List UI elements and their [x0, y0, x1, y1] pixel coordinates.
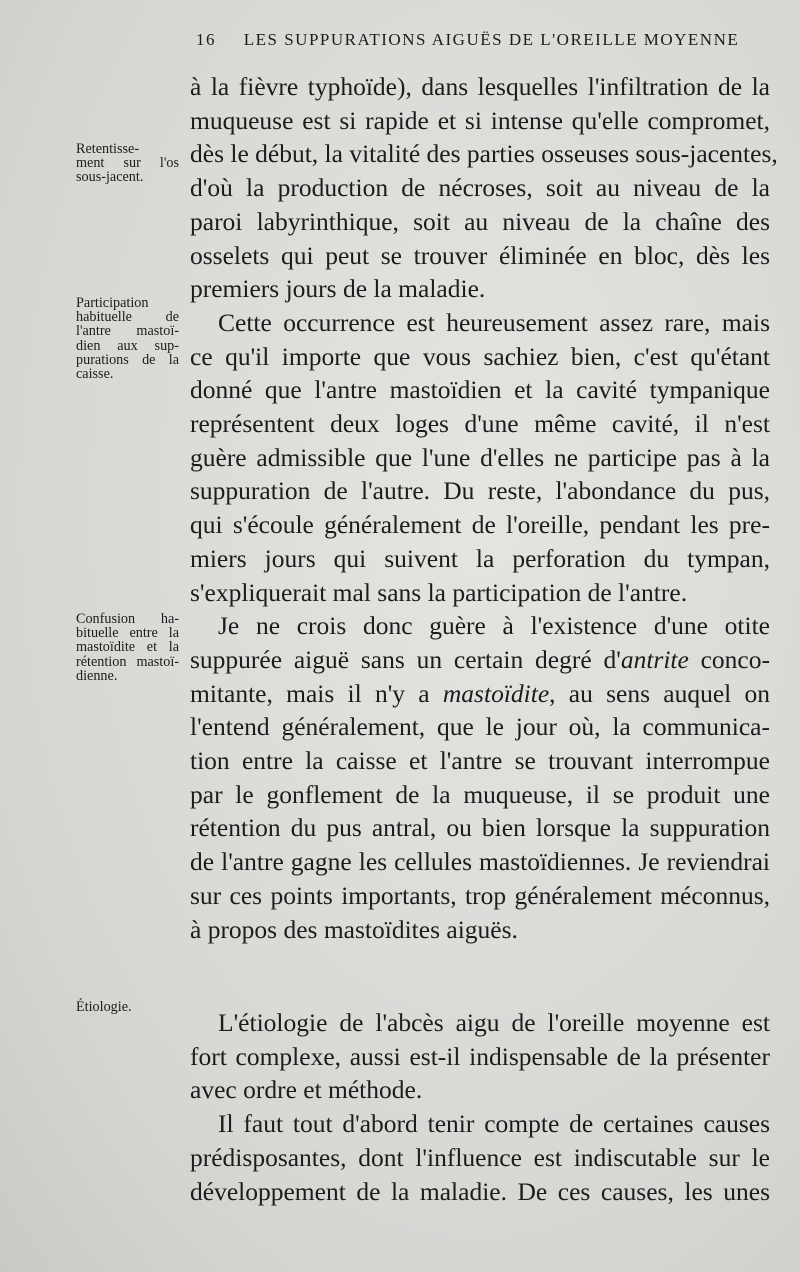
main-text-block-etiologie — [190, 1006, 770, 1208]
text-line: Il faut tout d'abord tenir compte de certaines causes — [218, 1109, 770, 1139]
margin-note-line: sous-jacent. — [76, 169, 144, 186]
margin-note-line: rétention mastoï- — [76, 653, 179, 670]
text-line: avec ordre et méthode. — [190, 1075, 423, 1105]
running-header — [196, 30, 740, 50]
text-line: à la fièvre typhoïde), dans lesquelles l'infiltration de la — [190, 72, 770, 101]
text-run: conco- — [688, 644, 770, 674]
margin-note-participation — [76, 296, 179, 381]
paragraph-1 — [190, 70, 778, 306]
text-line: paroi labyrinthique, soit au niveau de la chaîne des — [190, 206, 770, 236]
paragraph-5 — [190, 1107, 770, 1208]
margin-note-line: purations de la — [76, 351, 179, 368]
text-line: ce qu'il importe que vous sachiez bien, c'est qu'étant — [190, 341, 770, 371]
text-line: fort complexe, aussi est-il indispensable de la présenter — [190, 1041, 770, 1071]
text-line: miers jours qui suivent la perforation du tympan, — [190, 543, 770, 573]
text-line: dès le début, la vitalité des parties osseuses sous-jacentes, — [190, 139, 778, 169]
text-line: prédisposantes, dont l'influence est indiscutable sur le — [190, 1142, 770, 1172]
paragraph-3 — [190, 609, 770, 946]
margin-note-line: ment sur l'os — [76, 155, 179, 172]
text-line — [190, 643, 770, 677]
text-line: Cette occurrence est heureusement assez rare, mais — [218, 307, 770, 337]
margin-note-line: Retentisse- — [76, 141, 140, 157]
text-run: , au sens auquel on — [549, 678, 770, 708]
margin-note-line: bituelle entre la — [76, 625, 179, 642]
text-line: tion entre la caisse et l'antre se trouvant interrompue — [190, 746, 770, 776]
text-line — [190, 677, 770, 711]
margin-note-retentissement — [76, 142, 179, 185]
text-line: premiers jours de la maladie. — [190, 274, 486, 304]
margin-note-line: habituelle de — [76, 309, 179, 326]
margin-note-line: dien aux sup- — [76, 337, 179, 354]
text-run: mitante, mais il n'y a — [190, 678, 443, 708]
italic-term-antrite: antrite — [620, 644, 689, 674]
text-line: Je ne crois donc guère à l'existence d'une otite — [218, 611, 770, 641]
text-line: donné que l'antre mastoïdien et la cavité tympanique — [190, 375, 770, 405]
text-line: l'entend généralement, que le jour où, la communica- — [190, 712, 770, 742]
margin-note-confusion — [76, 612, 179, 683]
text-line: sur ces points importants, trop généralement méconnus, — [190, 880, 770, 910]
main-text-block — [190, 70, 778, 946]
margin-note-line: Étiologie. — [76, 999, 132, 1015]
text-line: L'étiologie de l'abcès aigu de l'oreille moyenne est — [218, 1008, 770, 1037]
italic-term-mastoidite: mastoïdite — [442, 678, 550, 708]
text-line: s'expliquerait mal sans la participation de l'antre. — [190, 577, 688, 607]
margin-note-line: Confusion ha- — [76, 611, 179, 627]
text-line: guère admissible que l'une d'elles ne participe pas à la — [190, 442, 770, 472]
text-line: par le gonflement de la muqueuse, il se produit une — [190, 779, 770, 809]
paragraph-2 — [190, 306, 770, 609]
text-line: qui s'écoule généralement de l'oreille, pendant les pre- — [190, 510, 770, 540]
text-line: de l'antre gagne les cellules mastoïdiennes. Je reviendrai — [190, 847, 770, 877]
running-title: LES SUPPURATIONS AIGUËS DE L'OREILLE MOYENNE — [243, 30, 740, 49]
text-line: à propos des mastoïdites aiguës. — [190, 914, 518, 944]
text-line: d'où la production de nécroses, soit au niveau de la — [190, 173, 770, 203]
margin-note-line: caisse. — [76, 366, 114, 383]
margin-note-etiologie — [76, 1000, 179, 1014]
margin-note-line: dienne. — [76, 667, 118, 684]
text-run: suppurée aiguë sans un certain degré d' — [190, 644, 621, 674]
text-line: suppuration de l'autre. Du reste, l'abondance du pus, — [190, 476, 770, 506]
text-line: développement de la maladie. De ces causes, les unes — [190, 1176, 770, 1206]
margin-note-line: mastoïdite et la — [76, 639, 179, 656]
text-line: rétention du pus antral, ou bien lorsque la suppuration — [190, 813, 770, 843]
margin-note-line: Participation — [76, 295, 149, 311]
text-line: muqueuse est si rapide et si intense qu'elle compromet, — [190, 105, 770, 135]
paragraph-4 — [190, 1006, 770, 1107]
text-line: osselets qui peut se trouver éliminée en bloc, dès les — [190, 240, 770, 270]
text-line: représentent deux loges d'une même cavité, il n'est — [190, 409, 770, 439]
page-number: 16 — [196, 30, 216, 49]
margin-note-line: l'antre mastoï- — [76, 323, 179, 340]
